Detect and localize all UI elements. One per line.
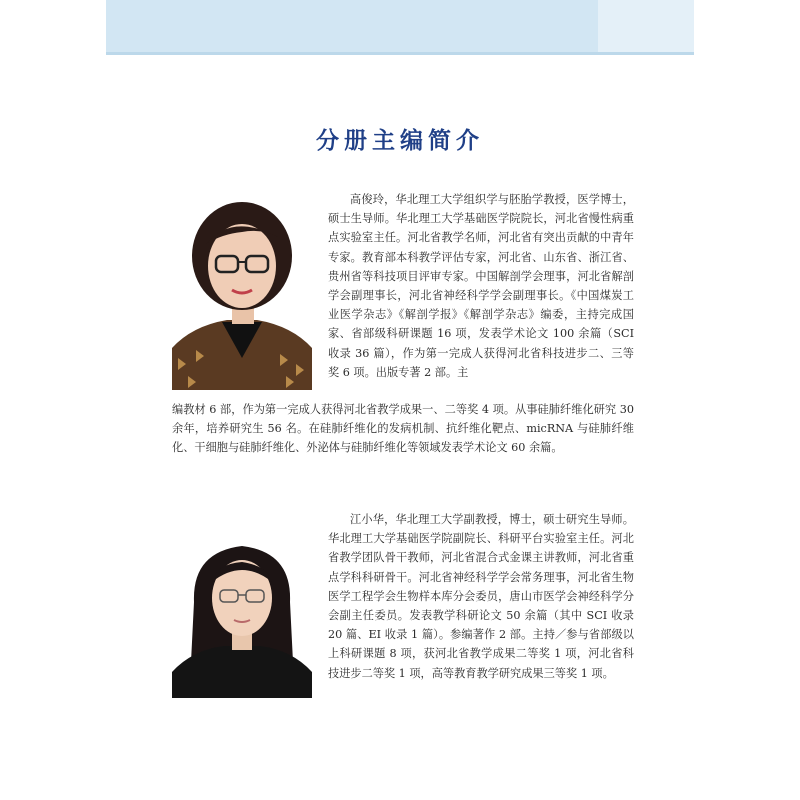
portrait-photo-gao-junling [172,198,312,390]
page-title: 分册主编简介 [316,128,484,154]
editor-bio-1-top: 高俊玲，华北理工大学组织学与胚胎学教授，医学博士，硕士生导师。华北理工大学基础医学院院长，河北省慢性病重点实验室主任。河北省教学名师，河北省有突出贡献的中青年专家。教育部本科教学评估专家，河北省、山东省、浙江省、贵州省等科技项目评审专家。中国解剖学会理事，河北省解剖学会副理事长，河北省神经科学学会副理事长。《中国煤炭工业医学杂志》《解剖学报》《解剖学杂志》编委，主持完成国家、省部级科研课题 16 项，发表学术论文 100 余篇（SCI 收录 36 篇），作为第一完成人获得河北省科技进步二、三等奖 6 项。出版专著 2 部。主 [328,193,634,379]
header-rule [106,52,694,55]
header-band-accent [598,0,694,52]
editor-bio-1-continued: 编教材 6 部，作为第一完成人获得河北省教学成果一、二等奖 4 项。从事硅肺纤维化研究 30 余年，培养研究生 56 名。在硅肺纤维化的发病机制、抗纤维化靶点、micRNA 与硅肺纤维化、干细胞与硅肺纤维化、外泌体与硅肺纤维化等领域发表学术论文 60 余篇。 [172,403,634,455]
portrait-photo-jiang-xiaohua [172,532,312,698]
editor-bio-2: 江小华，华北理工大学副教授，博士，硕士研究生导师。华北理工大学基础医学院副院长、科研平台实验室主任。河北省教学团队骨干教师，河北省混合式金课主讲教师，河北省重点学科科研骨干。河北省神经科学学会常务理事，河北省生物医学工程学会生物样本库分会委员，唐山市医学会神经科学分会副主任委员。发表教学科研论文 50 余篇（其中 SCI 收录 20 篇、EI 收录 1 篇）。参编著作 2 部。主持／参与省部级以上科研课题 8 项，获河北省教学成果二等奖 1 项，河北省科技进步二等奖 1 项，高等教育教学研究成果三等奖 1 项。 [328,513,634,680]
